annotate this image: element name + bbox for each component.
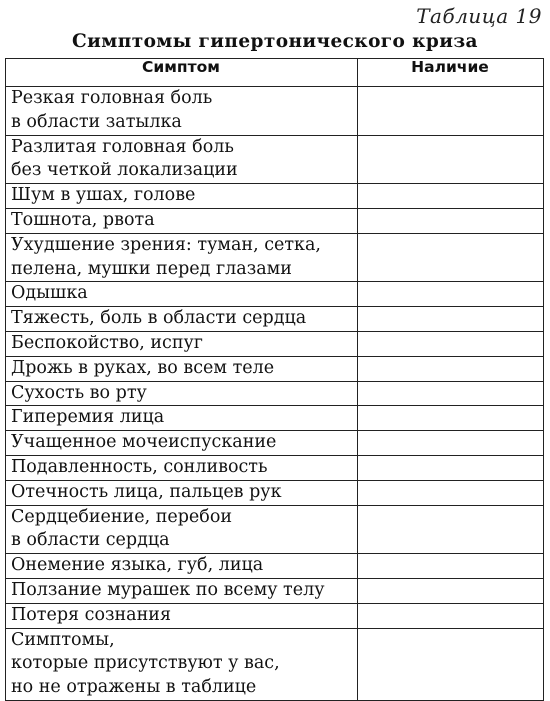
presence-cell[interactable] [358,505,544,554]
table-row [6,455,544,480]
presence-cell[interactable] [358,431,544,456]
presence-cell[interactable] [358,184,544,209]
table-row [6,431,544,456]
table-row [6,356,544,381]
table-row [6,331,544,356]
symptom-cell: Ухудшение зрения: туман, сетка, пелена, мушки перед глазами [6,233,358,282]
presence-cell[interactable] [358,455,544,480]
table-row [6,135,544,184]
table-row [6,87,544,136]
table-row [6,208,544,233]
symptom-cell: Онемение языка, губ, лица [6,554,358,579]
table-title: Симптомы гипертонического криза [72,31,478,52]
symptom-cell: Сухость во рту [6,381,358,406]
table-row [6,406,544,431]
symptoms-table [5,58,544,701]
column-header-symptom: Симптом [6,59,358,87]
table-row [6,307,544,332]
symptom-cell: Гиперемия лица [6,406,358,431]
symptom-cell: Подавленность, сонливость [6,455,358,480]
table-row [6,603,544,628]
presence-cell[interactable] [358,307,544,332]
symptom-cell: Отечность лица, пальцев рук [6,480,358,505]
table-row [6,381,544,406]
symptom-cell: Беспокойство, испуг [6,331,358,356]
table-number: Таблица 19 [416,4,542,28]
symptom-cell: Потеря сознания [6,603,358,628]
presence-cell[interactable] [358,135,544,184]
symptom-cell: Дрожь в руках, во всем теле [6,356,358,381]
presence-cell[interactable] [358,628,544,700]
symptom-cell: Разлитая головная боль без четкой локализации [6,135,358,184]
table-row [6,505,544,554]
presence-cell[interactable] [358,208,544,233]
table-row [6,233,544,282]
table-row [6,282,544,307]
symptom-cell: Сердцебиение, перебои в области сердца [6,505,358,554]
presence-cell[interactable] [358,356,544,381]
presence-cell[interactable] [358,381,544,406]
presence-cell[interactable] [358,406,544,431]
symptom-cell: Тяжесть, боль в области сердца [6,307,358,332]
symptom-cell: Учащенное мочеиспускание [6,431,358,456]
table-header-row [6,59,544,87]
presence-cell[interactable] [358,480,544,505]
table-row [6,184,544,209]
presence-cell[interactable] [358,87,544,136]
table-row [6,480,544,505]
symptom-cell: Резкая головная боль в области затылка [6,87,358,136]
presence-cell[interactable] [358,331,544,356]
table-row [6,554,544,579]
symptom-cell: Тошнота, рвота [6,208,358,233]
presence-cell[interactable] [358,282,544,307]
presence-cell[interactable] [358,603,544,628]
symptom-cell: Ползание мурашек по всему телу [6,578,358,603]
table-body [6,87,544,701]
presence-cell[interactable] [358,554,544,579]
presence-cell[interactable] [358,578,544,603]
symptom-cell: Шум в ушах, голове [6,184,358,209]
column-header-presence: Наличие [358,59,544,87]
symptom-cell: Одышка [6,282,358,307]
table-row [6,628,544,700]
symptom-cell: Симптомы, которые присутствуют у вас, но не отражены в таблице [6,628,358,700]
table-row [6,578,544,603]
presence-cell[interactable] [358,233,544,282]
